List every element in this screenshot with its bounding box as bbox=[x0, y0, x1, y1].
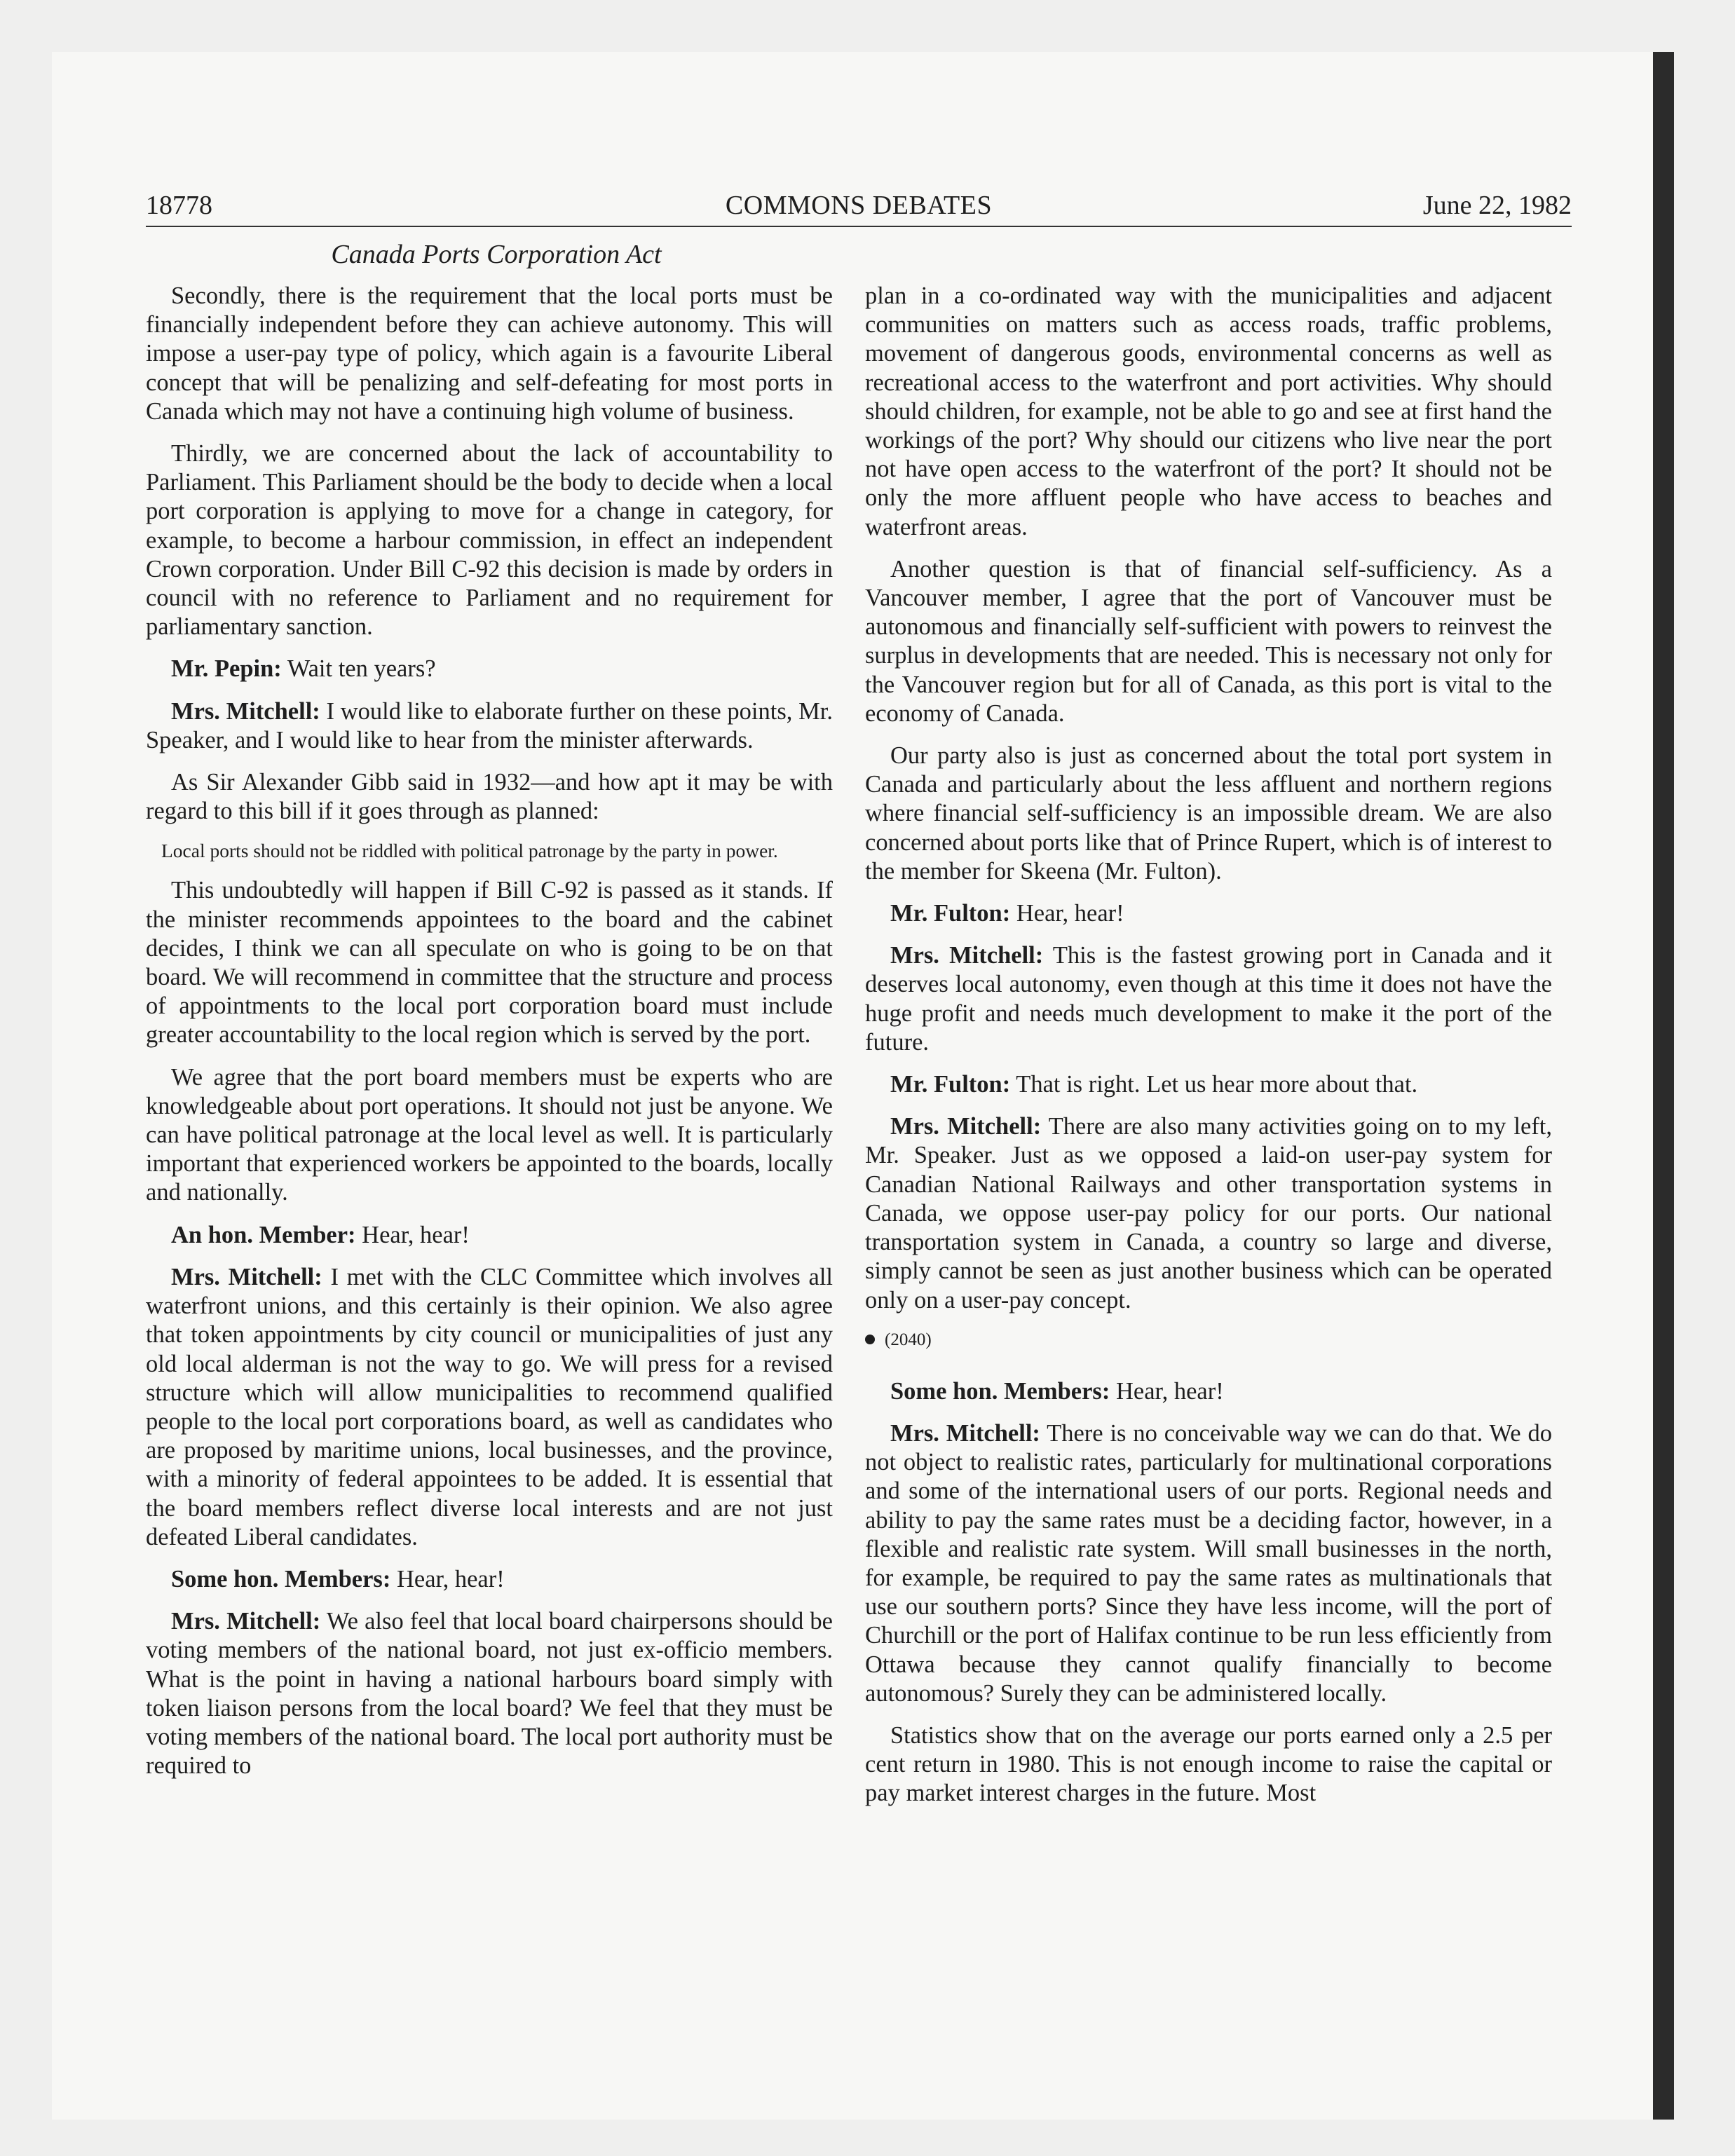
speech-text: That is right. Let us hear more about that. bbox=[1016, 1071, 1418, 1098]
paragraph: Thirdly, we are concerned about the lack of accountability to Parliament. This Parliament should be the body to decide when a local port corporation is applying to move for a change in category, for example, to become a harbour commission, in effect an independent Crown corporation. Under Bill C-92 this decision is made by orders in council with no reference to Parliament and no requirement for parliamentary sanction. bbox=[146, 440, 833, 641]
speech-text: Hear, hear! bbox=[1016, 900, 1124, 927]
speech bbox=[146, 1263, 833, 1552]
time-marker-text: (2040) bbox=[885, 1330, 932, 1349]
speaker-name: Mr. Pepin: bbox=[171, 655, 282, 683]
time-marker bbox=[865, 1328, 1552, 1352]
block-quote: Local ports should not be riddled with political patronage by the party in power. bbox=[161, 840, 778, 862]
speech bbox=[865, 1070, 1552, 1099]
speaker-name: Some hon. Members: bbox=[171, 1565, 391, 1592]
speaker-name: Mr. Fulton: bbox=[890, 900, 1011, 927]
speech bbox=[146, 697, 833, 755]
paragraph: We agree that the port board members must be experts who are knowledgeable about port operations. It should not just be anyone. We can have political patronage at the local level as well. It is particularly important that experienced workers be appointed to the boards, locally and nationally. bbox=[146, 1063, 833, 1206]
publication-title: COMMONS DEBATES bbox=[725, 191, 993, 220]
speaker-name: Mr. Fulton: bbox=[890, 1071, 1011, 1098]
speech bbox=[146, 1565, 833, 1594]
speech-text: There are also many activities going on to my left, Mr. Speaker. Just as we opposed a laid-on user-pay system for Canadian National Railways and other transportation systems in Canada, we oppose user-pay policy for our ports. Our national transportation system in Canada, a country so large and diverse, simply cannot be seen as just another business which can be operated only on a user-pay concept. bbox=[865, 1113, 1552, 1314]
speaker-name: Mrs. Mitchell: bbox=[171, 697, 320, 725]
speech-text: Hear, hear! bbox=[362, 1221, 470, 1248]
speech-text: Hear, hear! bbox=[1115, 1377, 1224, 1405]
left-column bbox=[146, 282, 833, 1794]
speech bbox=[146, 655, 833, 683]
scan-edge-shadow bbox=[1653, 52, 1674, 2120]
speech bbox=[865, 899, 1552, 928]
bullet-icon bbox=[865, 1335, 875, 1344]
speaker-name: An hon. Member: bbox=[171, 1221, 356, 1248]
speech-text: Wait ten years? bbox=[287, 655, 436, 683]
paragraph: Secondly, there is the requirement that the local ports must be financially independent before they can achieve autonomy. This will impose a user-pay type of policy, which again is a favourite Liberal concept that will be penalizing and self-defeating for most ports in Canada which may not have a continuing high volume of business. bbox=[146, 282, 833, 425]
paragraph: Our party also is just as concerned about the total port system in Canada and particularly about the less affluent and northern regions where financial self-sufficiency is an impossible dream. We are also concerned about ports like that of Prince Rupert, which is of interest to the member for Skeena (Mr. Fulton). bbox=[865, 742, 1552, 885]
paragraph: This undoubtedly will happen if Bill C-92 is passed as it stands. If the minister recommends appointees to the board and the cabinet decides, I think we can all speculate on who is going to be on that board. We will recommend in committee that the structure and process of appointments to the local port corporation board must include greater accountability to the local region which is served by the port. bbox=[146, 877, 833, 1049]
speech-text: I would like to elaborate further on these points, Mr. Speaker, and I would like to hear from the minister afterwards. bbox=[146, 697, 834, 753]
paragraph: Another question is that of financial self-sufficiency. As a Vancouver member, I agree that the port of Vancouver must be autonomous and financially self-sufficient with powers to reinvest the surplus in developments that are needed. This is necessary not only for the Vancouver region but for all of Canada, as this port is vital to the economy of Canada. bbox=[865, 555, 1552, 727]
running-header bbox=[146, 188, 1572, 227]
speech-text: This is the fastest growing port in Canada and it deserves local autonomy, even though at this time it does not have the huge profit and needs much development to make it the port of the future. bbox=[865, 942, 1552, 1056]
speech-text: There is no conceivable way we can do that. We do not object to realistic rates, particularly for multinational corporations and some of the international users of our ports. Regional needs and ability to pay the same rates must be a deciding factor, however, in a flexible and realistic rate system. Will small businesses in the north, for example, be required to pay the same rates as multinationals that use our southern ports? Since they have less income, will the port of Churchill or the port of Halifax continue to be run less efficiently from Ottawa because they cannot qualify financially to become autonomous? Surely they can be administered locally. bbox=[865, 1419, 1552, 1707]
paragraph: Statistics show that on the average our ports earned only a 2.5 per cent return in 1980. This is not enough income to raise the capital or pay market interest charges in the future. Most bbox=[865, 1721, 1552, 1807]
speech bbox=[865, 1419, 1552, 1708]
speaker-name: Mrs. Mitchell: bbox=[890, 1113, 1042, 1140]
speaker-name: Some hon. Members: bbox=[890, 1377, 1110, 1405]
speaker-name: Mrs. Mitchell: bbox=[890, 942, 1044, 969]
speech bbox=[865, 1377, 1552, 1406]
speech bbox=[865, 1112, 1552, 1314]
speech-text: I met with the CLC Committee which involves all waterfront unions, and this certainly is their opinion. We also agree that token appointments by city council or municipalities of just any old local alderman is not the way to go. We will press for a revised structure which will allow municipalities to recommend qualified people to the local port corporations board, as well as candidates who are proposed by maritime unions, local businesses, and the province, with a minority of federal appointees to be added. It is essential that the board members reflect diverse local interests and are not just defeated Liberal candidates. bbox=[146, 1263, 833, 1550]
speech bbox=[146, 1607, 833, 1780]
speaker-name: Mrs. Mitchell: bbox=[171, 1608, 321, 1635]
paragraph: As Sir Alexander Gibb said in 1932—and how apt it may be with regard to this bill if it goes through as planned: bbox=[146, 769, 833, 825]
speech-text: We also feel that local board chairpersons should be voting members of the national board, not just ex-officio members. What is the point in having a national harbours board simply with token liaison persons from the local board? We feel that they must be voting members of the national board. The local port authority must be required to bbox=[146, 1608, 833, 1780]
speech-text: Hear, hear! bbox=[396, 1565, 505, 1592]
page-number: 18778 bbox=[146, 191, 212, 220]
right-column bbox=[865, 282, 1552, 1822]
speech bbox=[865, 941, 1552, 1057]
issue-date: June 22, 1982 bbox=[1422, 191, 1572, 220]
speaker-name: Mrs. Mitchell: bbox=[890, 1419, 1040, 1447]
section-subtitle: Canada Ports Corporation Act bbox=[331, 240, 662, 269]
speaker-name: Mrs. Mitchell: bbox=[171, 1263, 322, 1290]
speech bbox=[146, 1221, 833, 1250]
paragraph: plan in a co-ordinated way with the municipalities and adjacent communities on matters such as access roads, traffic problems, movement of dangerous goods, environmental concerns as well as recreational access to the waterfront and port activities. Why should should children, for example, not be able to go and see at first hand the workings of the port? Why should our citizens who live near the port not have open access to the waterfront of the port? It should not be only the more affluent people who have access to beaches and waterfront areas. bbox=[865, 282, 1552, 540]
